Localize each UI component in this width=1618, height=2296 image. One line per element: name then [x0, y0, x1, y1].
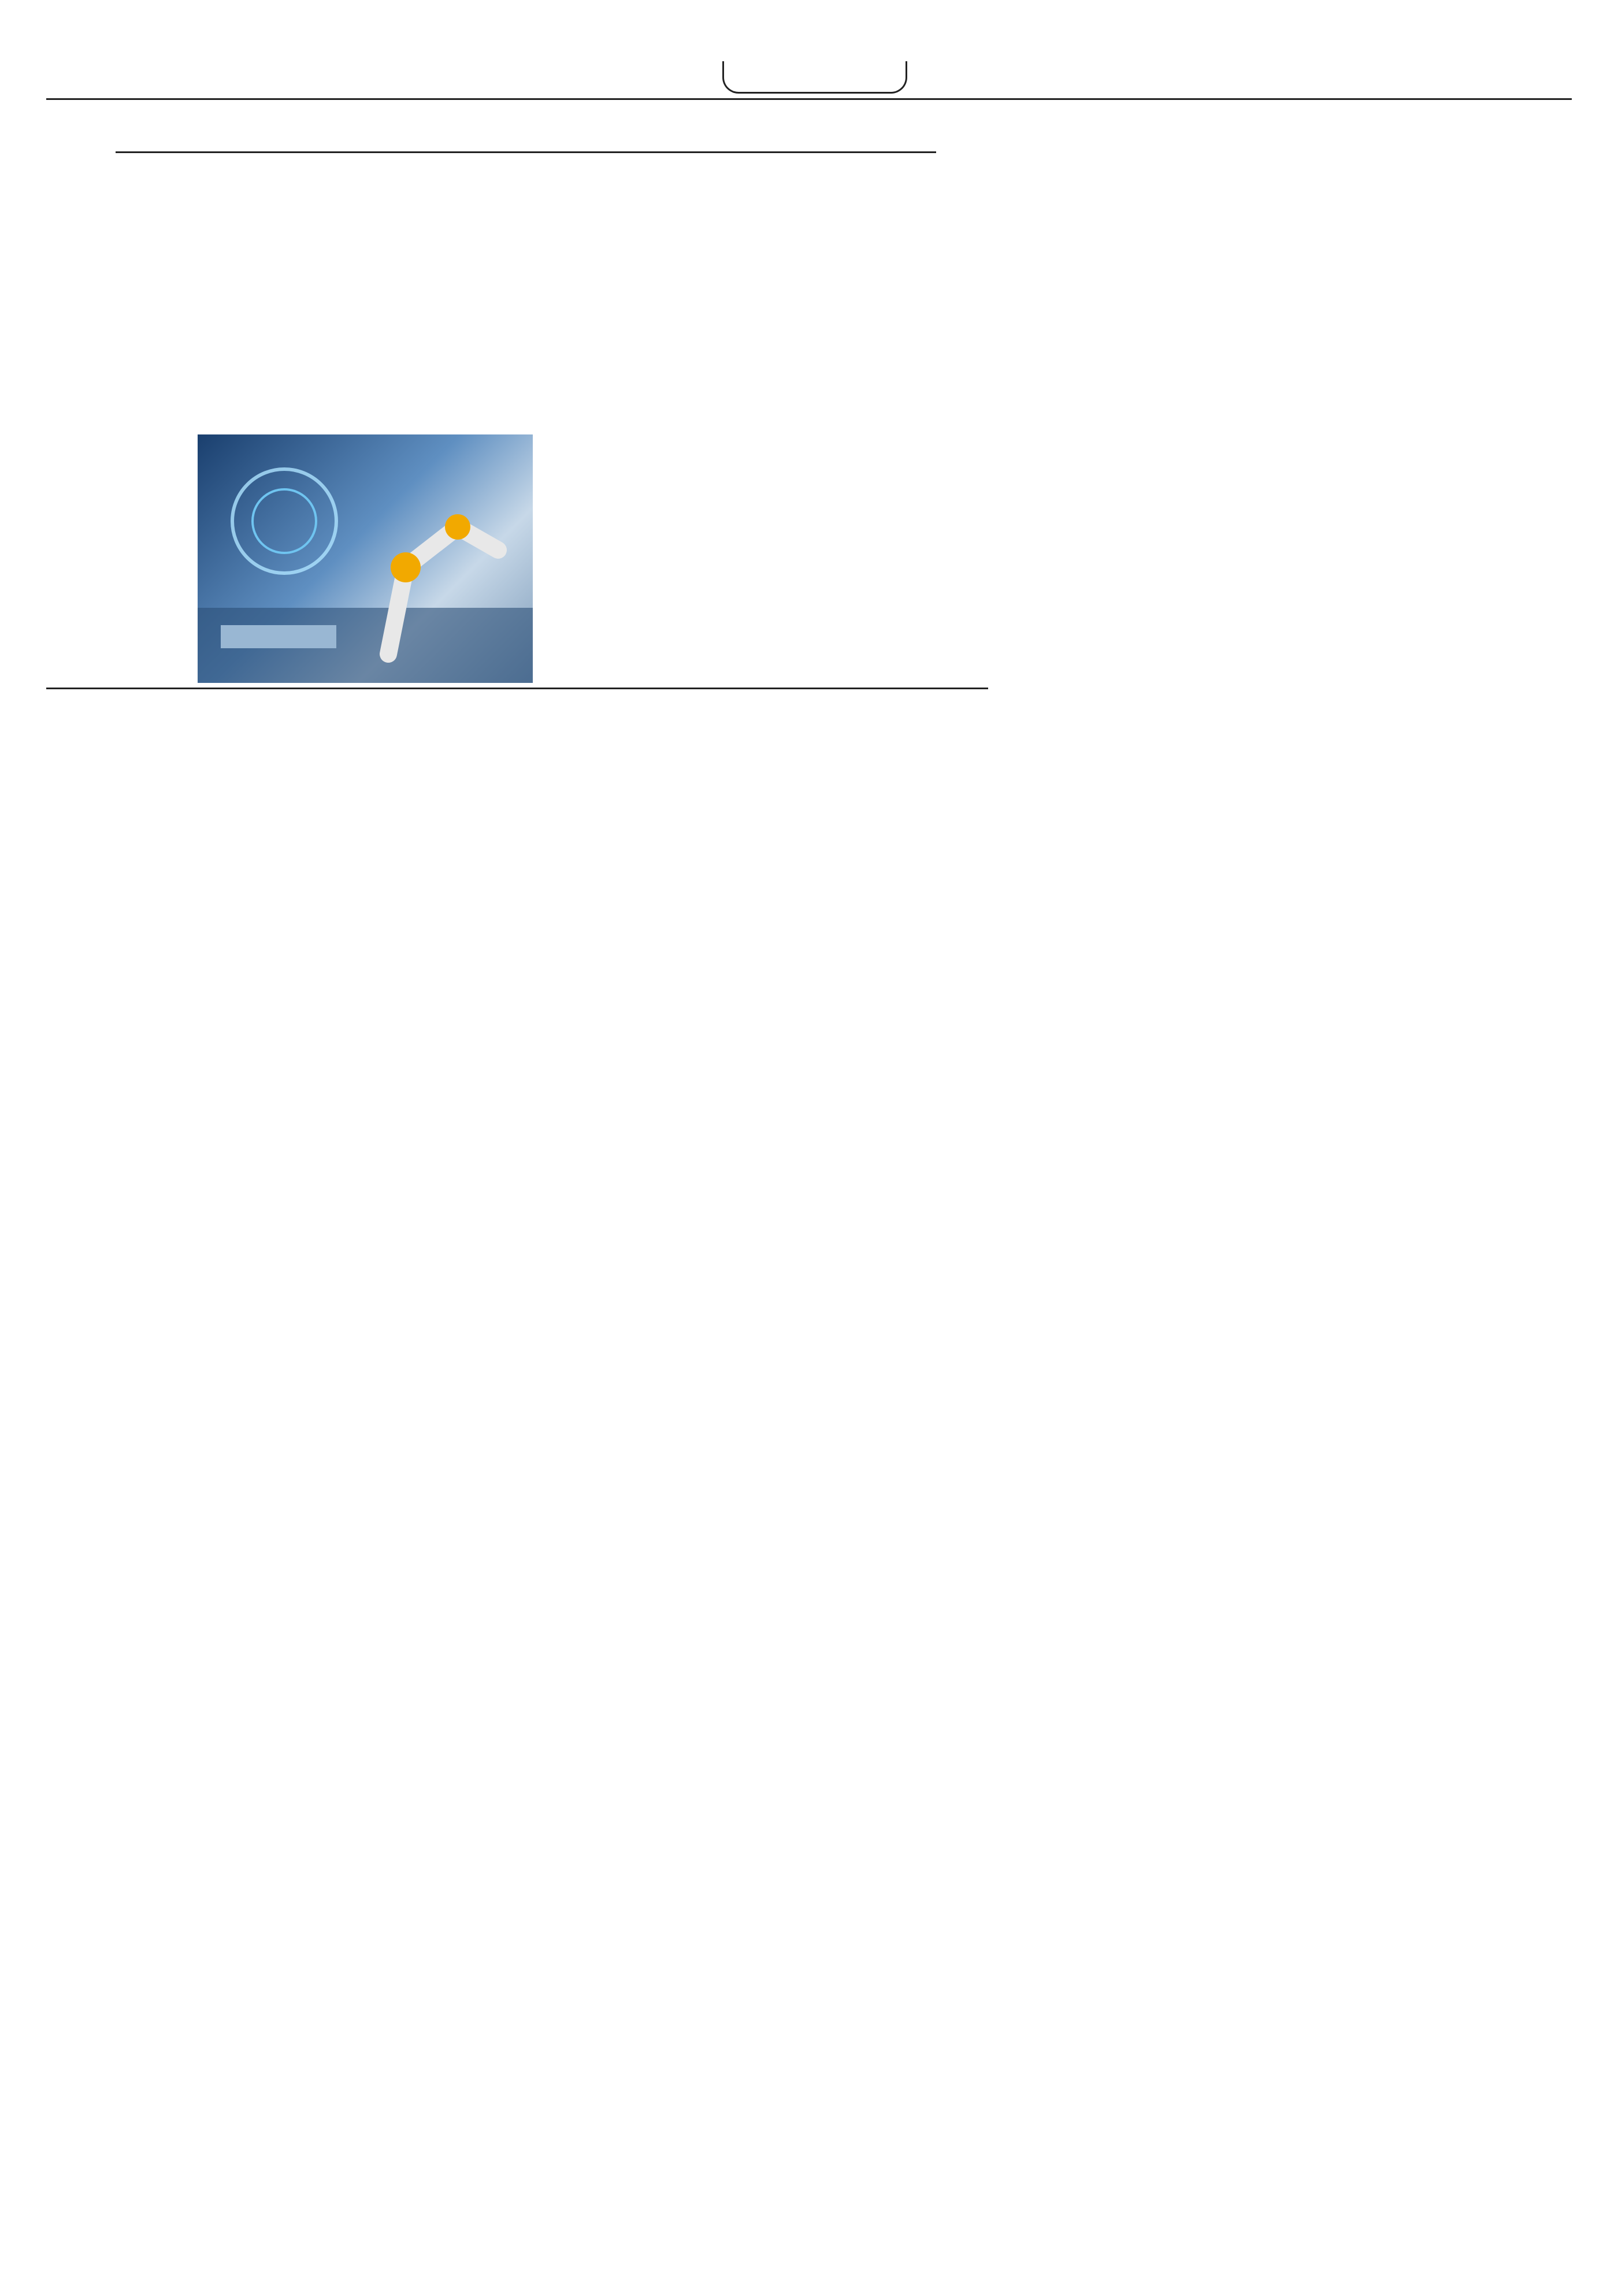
lead-intro [46, 237, 988, 347]
page-header [46, 69, 1572, 92]
lead-col1 [46, 434, 191, 683]
factory-photo [198, 434, 533, 683]
robot-arm-icon [198, 434, 533, 683]
lead-col4 [843, 393, 987, 682]
section-title [722, 61, 907, 94]
lead-col2 [540, 393, 684, 682]
lead-col3 [691, 393, 836, 682]
